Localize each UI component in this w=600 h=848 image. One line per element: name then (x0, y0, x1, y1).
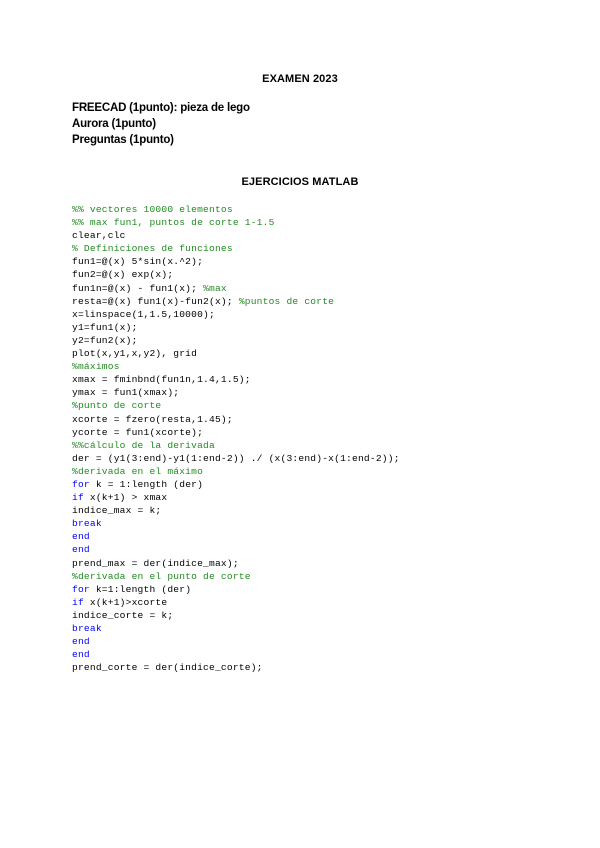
code-line (72, 439, 400, 452)
code-line (72, 452, 400, 465)
code-line (72, 360, 400, 373)
code-line (72, 465, 400, 478)
code-keyword-token: if (72, 596, 90, 608)
code-comment-token: %% max fun1, puntos de corte 1-1.5 (72, 217, 275, 229)
code-plain-token: indice_corte = k; (72, 609, 174, 621)
code-keyword-token: for (72, 478, 96, 490)
code-plain-token: xcorte = fzero(resta,1.45); (72, 413, 233, 425)
code-line (72, 308, 400, 321)
exam-title: EXAMEN 2023 (262, 73, 338, 85)
code-plain-token: resta=@(x) fun1(x)-fun2(x); (72, 295, 239, 307)
code-keyword-token: for (72, 583, 96, 595)
code-line (72, 373, 400, 386)
code-line (72, 413, 400, 426)
code-line (72, 386, 400, 399)
code-plain-token: x(k+1)>xcorte (89, 596, 168, 608)
code-keyword-token: break (72, 518, 102, 530)
code-line (72, 399, 400, 412)
grading-item-freecad: FREECAD (1punto): pieza de lego (72, 102, 250, 114)
code-line (72, 229, 400, 242)
code-keyword-token: end (72, 531, 90, 543)
code-line (72, 491, 400, 504)
code-plain-token: plot(x,y1,x,y2), grid (72, 348, 198, 360)
code-line (72, 216, 400, 229)
code-plain-token: xmax = fminbnd(fun1n,1.4,1.5); (72, 374, 251, 386)
code-plain-token: ycorte = fun1(xcorte); (72, 426, 204, 438)
code-line (72, 530, 400, 543)
code-plain-token: indice_max = k; (72, 505, 162, 517)
code-line (72, 295, 400, 308)
code-line (72, 596, 400, 609)
code-line (72, 347, 400, 360)
code-keyword-token: break (72, 623, 102, 634)
code-comment-token: %derivada en el punto de corte (72, 570, 251, 582)
code-line (72, 570, 400, 583)
code-comment-token: %%cálculo de la derivada (72, 439, 215, 451)
matlab-code-block (72, 203, 400, 674)
matlab-section-title: EJERCICIOS MATLAB (241, 176, 359, 188)
code-plain-token: fun1n=@(x) - fun1(x); (72, 282, 204, 294)
code-line (72, 557, 400, 570)
code-keyword-token: end (72, 544, 90, 556)
code-line (72, 478, 400, 491)
code-line (72, 661, 400, 674)
code-line (72, 609, 400, 622)
code-plain-token: x(k+1) > xmax (89, 492, 168, 504)
code-plain-token: y2=fun2(x); (72, 334, 138, 346)
code-line (72, 334, 400, 347)
code-comment-token: %puntos de corte (238, 295, 335, 307)
code-plain-token: fun1=@(x) 5*sin(x.^2); (72, 256, 204, 268)
code-plain-token: k=1:length (der) (95, 583, 192, 595)
code-keyword-token: end (72, 649, 90, 661)
code-comment-token: %máximos (72, 361, 120, 373)
code-comment-token: % Definiciones de funciones (72, 243, 233, 255)
code-plain-token: x=linspace(1,1.5,10000); (72, 308, 215, 320)
code-plain-token: prend_max = der(indice_max); (72, 557, 239, 569)
code-line (72, 583, 400, 596)
code-comment-token: %% vectores 10000 elementos (72, 204, 233, 215)
code-comment-token: %max (203, 282, 227, 294)
code-line (72, 321, 400, 334)
code-plain-token: clear,clc (72, 230, 126, 242)
code-line (72, 517, 400, 530)
code-plain-token: prend_corte = der(indice_corte); (72, 662, 263, 674)
grading-item-aurora: Aurora (1punto) (72, 118, 156, 130)
code-plain-token: der = (y1(3:end)-y1(1:end-2)) ./ (x(3:end)-x(1:end-2)); (72, 452, 400, 464)
code-plain-token: y1=fun1(x); (72, 321, 138, 333)
code-line (72, 282, 400, 295)
code-line (72, 255, 400, 268)
code-line (72, 635, 400, 648)
code-comment-token: %punto de corte (72, 400, 162, 412)
code-line (72, 242, 400, 255)
code-line (72, 268, 400, 281)
code-line (72, 543, 400, 556)
code-plain-token: fun2=@(x) exp(x); (72, 269, 174, 281)
code-plain-token: ymax = fun1(xmax); (72, 387, 180, 399)
code-keyword-token: if (72, 492, 90, 504)
code-line (72, 504, 400, 517)
grading-list (72, 100, 250, 148)
grading-item-preguntas: Preguntas (1punto) (72, 134, 174, 146)
code-line (72, 203, 400, 216)
code-line (72, 426, 400, 439)
code-line (72, 622, 400, 635)
code-plain-token: k = 1:length (der) (95, 478, 204, 490)
code-line (72, 648, 400, 661)
code-keyword-token: end (72, 636, 90, 648)
code-comment-token: %derivada en el máximo (72, 465, 204, 477)
